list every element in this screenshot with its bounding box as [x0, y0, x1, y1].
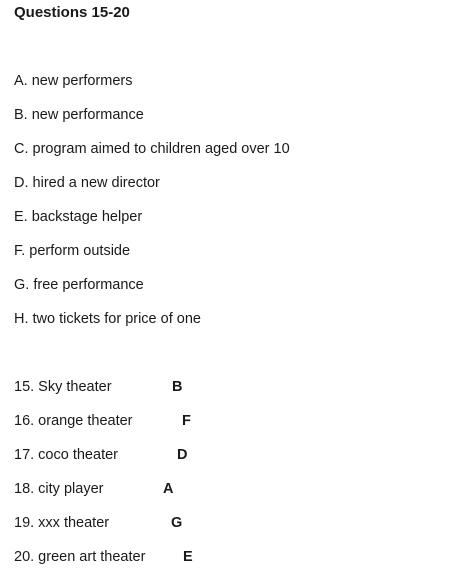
answer-15: B	[172, 379, 183, 395]
answer-17: D	[177, 447, 188, 463]
option-d: D. hired a new director	[14, 175, 160, 191]
question-17: 17. coco theater	[14, 447, 118, 463]
answer-18: A	[163, 481, 174, 497]
question-15: 15. Sky theater	[14, 379, 112, 395]
answer-20: E	[183, 549, 193, 565]
option-g: G. free performance	[14, 277, 144, 293]
option-b: B. new performance	[14, 107, 144, 123]
answer-16: F	[182, 413, 191, 429]
question-18: 18. city player	[14, 481, 104, 497]
question-16: 16. orange theater	[14, 413, 133, 429]
option-c: C. program aimed to children aged over 10	[14, 141, 290, 157]
answer-19: G	[171, 515, 183, 531]
question-19: 19. xxx theater	[14, 515, 110, 531]
option-h: H. two tickets for price of one	[14, 311, 201, 327]
option-e: E. backstage helper	[14, 209, 143, 225]
page-title: Questions 15-20	[14, 4, 130, 21]
option-a: A. new performers	[14, 73, 133, 89]
question-20: 20. green art theater	[14, 549, 146, 565]
option-f: F. perform outside	[14, 243, 131, 259]
